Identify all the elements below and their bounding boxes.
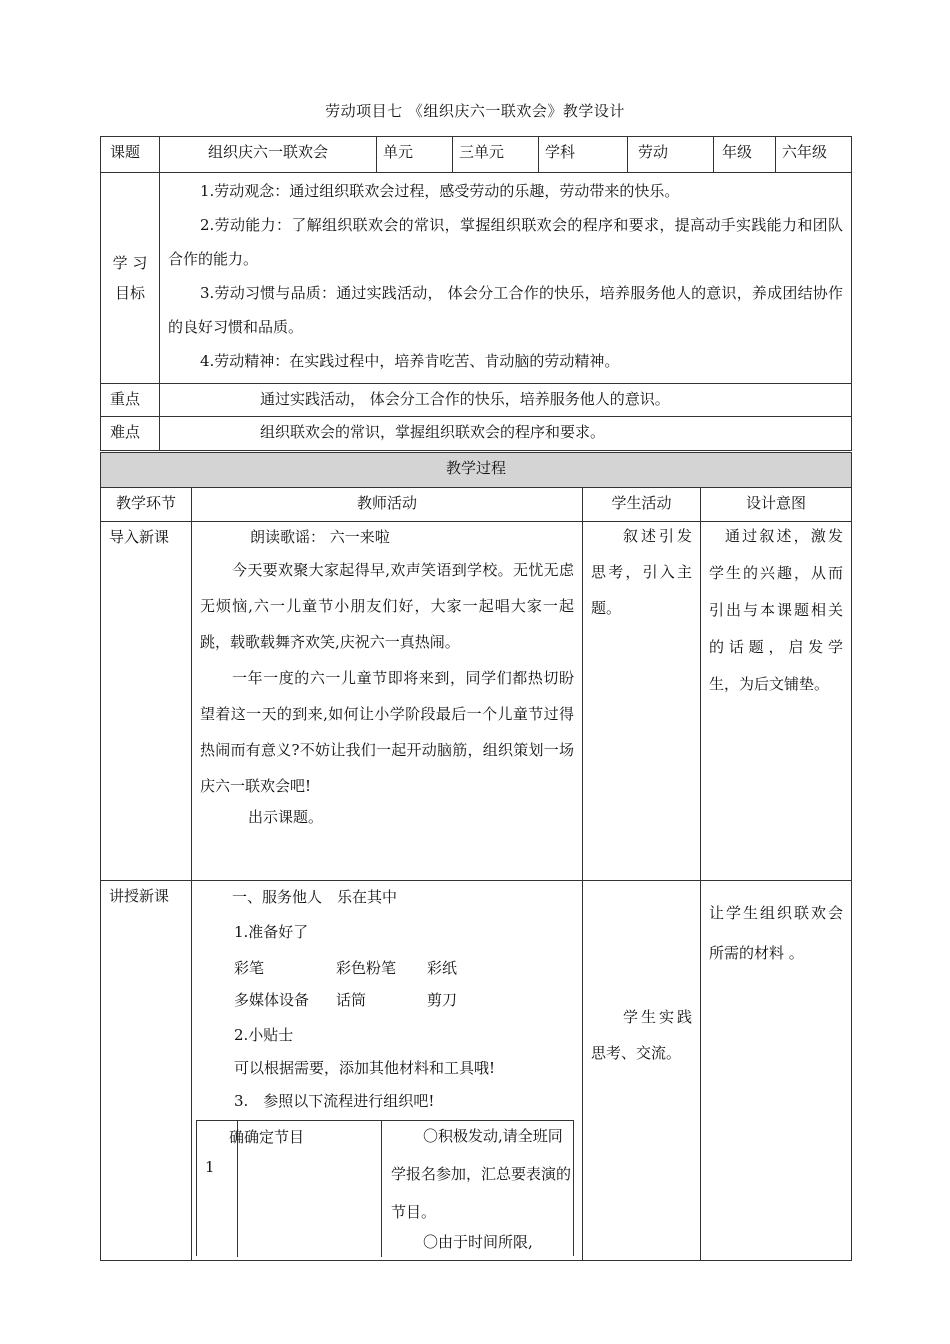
material-item: 多媒体设备: [234, 991, 310, 1009]
section-heading: 一、服务他人 乐在其中: [232, 888, 398, 906]
teach-intent-text: 让学生组织联欢会所需的材料 。: [709, 904, 844, 962]
poem-heading: 朗读歌谣： 六一来啦: [250, 528, 390, 546]
flow-step-detail: 〇由于时间所限,: [423, 1233, 533, 1251]
topic-label: 课题: [101, 137, 160, 173]
tips-heading: 2.小贴士: [234, 1026, 294, 1044]
material-item: 话筒: [336, 991, 367, 1009]
goals-label-line2: 目标: [114, 284, 145, 302]
poem-text: 今天要欢聚大家起得早,欢声笑语到学校。无忧无虑无烦恼,六一儿童节小朋友们好，大家一起唱大家一起跳，载歌载舞齐欢笑,庆祝六一真热闹。: [200, 561, 574, 651]
goal-item: 3.劳动习惯与品质：通过实践活动， 体会分工合作的快乐，培养服务他人的意识，养成团结协作的良好习惯和品质。: [168, 284, 843, 336]
intro-intent-text: 通过叙述，激发学生的兴趣，从而引出与本课题相关的话题，启发学生，为后文铺垫。: [709, 527, 844, 693]
grade-label: 年级: [714, 137, 776, 173]
goal-item: 4.劳动精神：在实践过程中，培养肯吃苦、肯动脑的劳动精神。: [200, 352, 620, 370]
flow-heading: 3. 参照以下流程进行组织吧!: [234, 1092, 435, 1110]
goals-label-line1: 学 习: [112, 254, 148, 272]
col-teacher: 教师活动: [192, 488, 583, 522]
topic-value: 组织庆六一联欢会: [160, 137, 377, 173]
intro-stage: 导入新课: [101, 522, 192, 881]
goal-item: 1.劳动观念：通过组织联欢会过程，感受劳动的乐趣，劳动带来的快乐。: [200, 182, 680, 200]
flow-step-no: 1: [205, 1158, 215, 1176]
flow-table: [196, 1120, 574, 1256]
prep-heading: 1.准备好了: [234, 923, 309, 941]
goals-content: [160, 173, 852, 384]
col-student: 学生活动: [583, 488, 701, 522]
intro-intent: [701, 522, 852, 881]
material-item: 彩笔: [234, 959, 265, 977]
teach-student: [583, 881, 701, 1261]
tips-text: 可以根据需要，添加其他材料和工具哦!: [234, 1059, 496, 1077]
goals-label: [101, 173, 160, 384]
unit-value: 三单元: [453, 137, 539, 173]
goal-item: 2.劳动能力：了解组织联欢会的常识，掌握组织联欢会的程序和要求，提高动手实践能力和团队合作的能力。: [168, 216, 843, 268]
material-item: 彩纸: [427, 959, 458, 977]
subject-label: 学科: [539, 137, 628, 173]
material-item: 彩色粉笔: [336, 959, 397, 977]
intro-teacher: [192, 522, 583, 881]
flow-step-name: 确确定节目: [229, 1128, 305, 1146]
show-topic: 出示课题。: [248, 808, 324, 826]
col-stage: 教学环节: [101, 488, 192, 522]
intro-student-text: 叙述引发思考，引入主题。: [591, 527, 692, 617]
intro-paragraph: 一年一度的六一儿童节即将来到，同学们都热切盼望着这一天的到来,如何让小学阶段最后一个儿童节过得热闹而有意义?不妨让我们一起开动脑筋，组织策划一场庆六一联欢会吧!: [200, 669, 574, 795]
difficulty-text: 组织联欢会的常识，掌握组织联欢会的程序和要求。: [160, 417, 852, 451]
unit-label: 单元: [377, 137, 453, 173]
teach-intent: [701, 881, 852, 1261]
subject-value: 劳动: [628, 137, 714, 173]
teach-teacher: [192, 881, 583, 1261]
col-intent: 设计意图: [701, 488, 852, 522]
key-point-label: 重点: [101, 384, 160, 417]
key-point-text: 通过实践活动， 体会分工合作的快乐，培养服务他人的意识。: [160, 384, 852, 417]
document-title: 劳动项目七 《组织庆六一联欢会》教学设计: [325, 102, 625, 120]
process-table: [100, 452, 852, 1261]
teach-stage: 讲授新课: [101, 881, 192, 1261]
info-table: [100, 136, 852, 451]
difficulty-label: 难点: [101, 417, 160, 451]
grade-value: 六年级: [776, 137, 852, 173]
process-title: 教学过程: [101, 453, 852, 488]
teach-student-text: 学生实践思考、交流。: [591, 1008, 692, 1062]
intro-student: [583, 522, 701, 881]
material-item: 剪刀: [427, 991, 458, 1009]
flow-step-detail: 〇积极发动,请全班同学报名参加，汇总要表演的节目。: [391, 1127, 572, 1221]
